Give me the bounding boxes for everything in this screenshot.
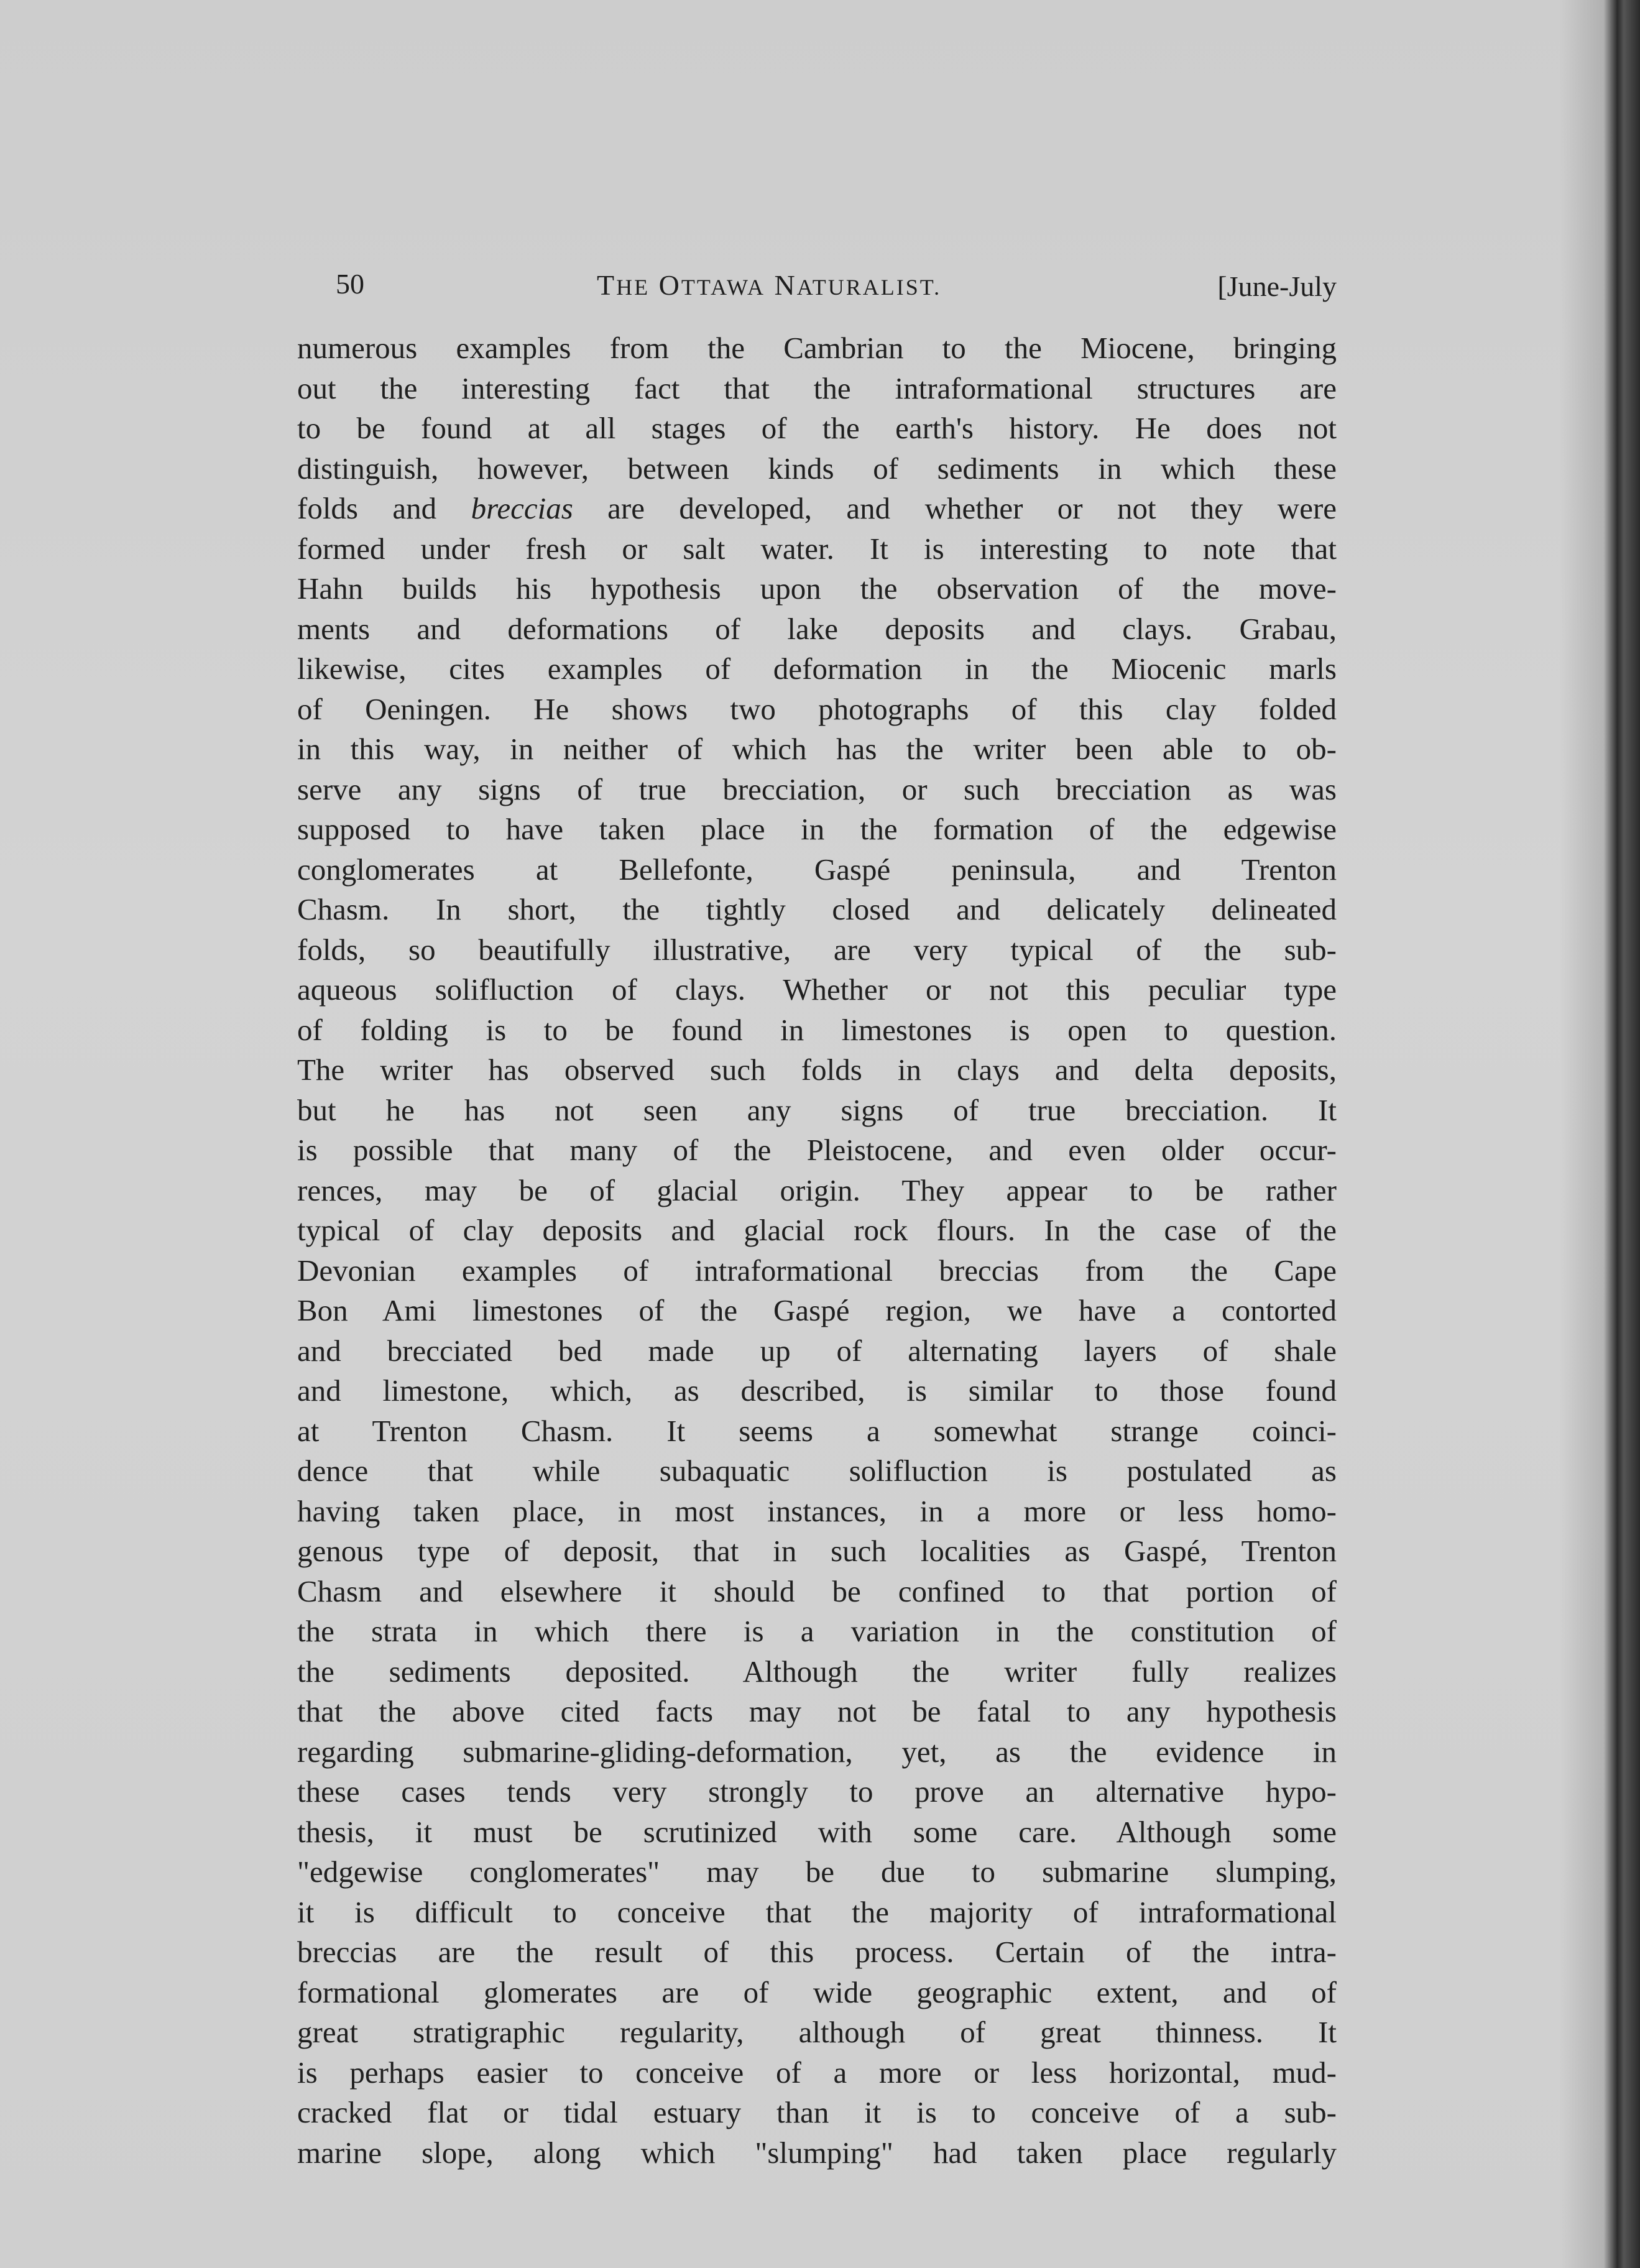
text-line: having taken place, in most instances, in a more or less homo-	[297, 1493, 1337, 1528]
text-line: folds and breccias are developed, and whether or not they were	[297, 491, 1337, 525]
text-line: ments and deformations of lake deposits and clays. Grabau,	[297, 611, 1337, 646]
text-line: folds, so beautifully illustrative, are very typical of the sub-	[297, 932, 1337, 967]
text-line: at Trenton Chasm. It seems a somewhat strange coinci-	[297, 1413, 1337, 1448]
text-line: distinguish, however, between kinds of sediments in which these	[297, 451, 1337, 486]
text-line: the sediments deposited. Although the writer fully realizes	[297, 1654, 1337, 1689]
text-line: The writer has observed such folds in clays and delta deposits,	[297, 1053, 1337, 1087]
text-line: formed under fresh or salt water. It is interesting to note that	[297, 531, 1337, 566]
text-line: the strata in which there is a variation in the constitution of	[297, 1614, 1337, 1648]
text-line: it is difficult to conceive that the majority of intraformational	[297, 1894, 1337, 1929]
text-line: thesis, it must be scrutinized with some care. Although some	[297, 1814, 1337, 1849]
text-line: of folding is to be found in limestones is open to question.	[297, 1012, 1337, 1047]
text-line: Hahn builds his hypothesis upon the observation of the move-	[297, 571, 1337, 606]
text-line: rences, may be of glacial origin. They appear to be rather	[297, 1173, 1337, 1207]
text-line: cracked flat or tidal estuary than it is to conceive of a sub-	[297, 2095, 1337, 2129]
text-line: marine slope, along which "slumping" had taken place regularly	[297, 2135, 1337, 2170]
running-title-rest-3: ATURALIST.	[796, 275, 942, 300]
body-text	[297, 328, 1337, 2173]
text-line: out the interesting fact that the intraformational structures are	[297, 371, 1337, 405]
italic-term: breccias	[471, 491, 573, 525]
text-line: numerous examples from the Cambrian to the Miocene, bringing	[297, 331, 1337, 365]
text-line: Chasm. In short, the tightly closed and delicately delineated	[297, 892, 1337, 926]
text-line: Devonian examples of intraformational breccias from the Cape	[297, 1253, 1337, 1288]
text-line: is perhaps easier to conceive of a more or less horizontal, mud-	[297, 2055, 1337, 2090]
text-line: typical of clay deposits and glacial rock flours. In the case of the	[297, 1213, 1337, 1247]
text-line: serve any signs of true brecciation, or such brecciation as was	[297, 772, 1337, 806]
text-line: dence that while subaquatic solifluction is postulated as	[297, 1454, 1337, 1488]
text-line: and limestone, which, as described, is similar to those found	[297, 1373, 1337, 1408]
text-line: these cases tends very strongly to prove an alternative hypo-	[297, 1774, 1337, 1809]
running-title	[597, 269, 941, 302]
running-title-initial-1: T	[597, 269, 617, 301]
text-line: regarding submarine-gliding-deformation, yet, as the evidence in	[297, 1734, 1337, 1769]
text-line: Bon Ami limestones of the Gaspé region, we have a contorted	[297, 1293, 1337, 1327]
text-line: of Oeningen. He shows two photographs of this clay folded	[297, 691, 1337, 726]
text-line: great stratigraphic regularity, although of great thinness. It	[297, 2015, 1337, 2049]
running-header	[336, 267, 1337, 311]
text-line: aqueous solifluction of clays. Whether or not this peculiar type	[297, 972, 1337, 1007]
text-line: in this way, in neither of which has the writer been able to ob-	[297, 732, 1337, 766]
running-title-rest-2: TTAWA	[681, 275, 766, 300]
running-title-initial-3: N	[774, 269, 797, 301]
running-title-initial-2: O	[658, 269, 681, 301]
text-line: formational glomerates are of wide geographic extent, and of	[297, 1975, 1337, 2009]
text-line: breccias are the result of this process. Certain of the intra-	[297, 1935, 1337, 1969]
text-line: Chasm and elsewhere it should be confined to that portion of	[297, 1574, 1337, 1608]
text-line: "edgewise conglomerates" may be due to submarine slumping,	[297, 1855, 1337, 1889]
text-line: likewise, cites examples of deformation in the Miocenic marls	[297, 652, 1337, 686]
text-line: and brecciated bed made up of alternating layers of shale	[297, 1333, 1337, 1368]
text-line: genous type of deposit, that in such localities as Gaspé, Trenton	[297, 1534, 1337, 1568]
text-line: to be found at all stages of the earth's history. He does not	[297, 411, 1337, 445]
text-line: supposed to have taken place in the formation of the edgewise	[297, 812, 1337, 846]
issue-date: [June-July	[1217, 270, 1337, 302]
page-edge-shadow	[1559, 0, 1640, 2268]
text-line: conglomerates at Bellefonte, Gaspé peninsula, and Trenton	[297, 852, 1337, 887]
text-line: but he has not seen any signs of true brecciation. It	[297, 1092, 1337, 1127]
running-title-rest-1: HE	[616, 275, 650, 300]
text-line: that the above cited facts may not be fatal to any hypothesis	[297, 1694, 1337, 1728]
text-line: is possible that many of the Pleistocene, and even older occur-	[297, 1133, 1337, 1167]
page-number: 50	[336, 268, 364, 300]
